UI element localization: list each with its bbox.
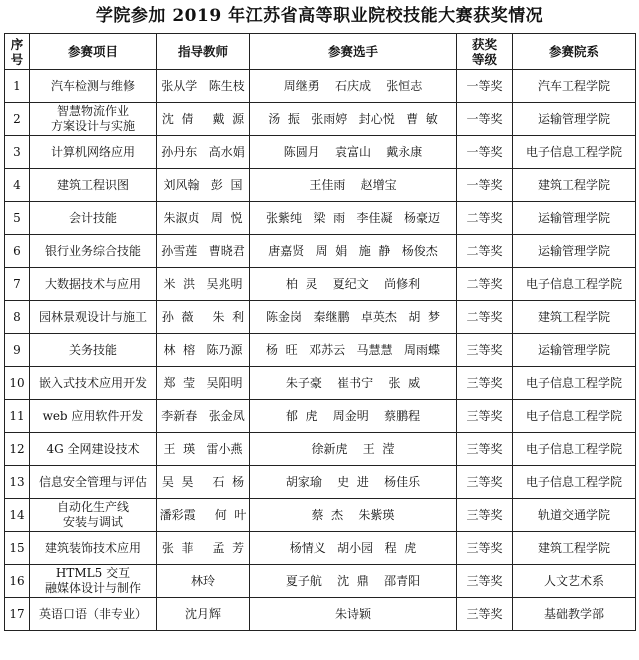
- cell-coach-line: 吴 昊 石 杨: [161, 474, 245, 489]
- cell-department: [513, 565, 636, 598]
- cell-department: [513, 202, 636, 235]
- cell-department: [513, 268, 636, 301]
- cell-award-level: [457, 169, 513, 202]
- cell-index-line: 15: [9, 540, 25, 555]
- cell-project-line: 自动化生产线: [56, 500, 129, 514]
- header-cell-award-level: 获奖 等级: [457, 34, 513, 70]
- cell-coach-line: 米 洪 吴兆明: [163, 276, 243, 291]
- cell-award-level-line: 三等奖: [466, 474, 503, 489]
- table-row: [5, 433, 636, 466]
- cell-players-line: 周继勇 石庆成 张恒志: [283, 78, 423, 93]
- cell-project-line: 建筑工程识图: [56, 177, 129, 192]
- cell-department-line: 人文艺术系: [543, 573, 604, 588]
- document-title: 学院参加 2019 年江苏省高等职业院校技能大赛获奖情况: [95, 6, 544, 26]
- cell-index: [5, 169, 30, 202]
- cell-award-level: [457, 532, 513, 565]
- cell-award-level-line: 二等奖: [466, 276, 503, 291]
- cell-department: [513, 301, 636, 334]
- cell-department-line: 电子信息工程学院: [525, 408, 622, 423]
- cell-coach-line: 林 榕 陈乃源: [163, 342, 243, 357]
- cell-project-line: 英语口语（非专业）: [38, 606, 147, 621]
- cell-coach-line: 潘彩霞 何 叶: [159, 507, 247, 522]
- table-row: [5, 202, 636, 235]
- cell-players-line: 杨情义 胡小园 程 虎: [289, 540, 417, 555]
- cell-department-line: 汽车工程学院: [537, 78, 610, 93]
- cell-award-level-line: 一等奖: [466, 144, 503, 159]
- table-header: [5, 34, 636, 70]
- cell-coach: [157, 367, 250, 400]
- cell-project: [30, 235, 157, 268]
- cell-index: [5, 466, 30, 499]
- table-row: [5, 598, 636, 631]
- cell-players-line: 王佳雨 赵增宝: [309, 177, 397, 192]
- table-row: [5, 136, 636, 169]
- cell-index: [5, 433, 30, 466]
- cell-project-line: 银行业务综合技能: [44, 243, 141, 258]
- cell-project: [30, 70, 157, 103]
- cell-department: [513, 70, 636, 103]
- cell-players-line: 唐嘉贤 周 娟 施 静 杨俊杰: [268, 243, 438, 258]
- cell-project: [30, 301, 157, 334]
- table-row: [5, 70, 636, 103]
- cell-department: [513, 169, 636, 202]
- cell-players: [250, 499, 457, 532]
- header-cell-department: 参赛院系: [513, 34, 636, 70]
- cell-department-line: 运输管理学院: [537, 342, 610, 357]
- table-row: [5, 268, 636, 301]
- cell-award-level: [457, 433, 513, 466]
- cell-award-level-line: 二等奖: [466, 243, 503, 258]
- cell-department-line: 电子信息工程学院: [525, 276, 622, 291]
- cell-project-line: 计算机网络应用: [50, 144, 135, 159]
- cell-award-level: [457, 334, 513, 367]
- cell-project-line: 会计技能: [68, 210, 117, 225]
- cell-coach: [157, 235, 250, 268]
- cell-players-line: 蔡 杰 朱紫瑛: [311, 507, 395, 522]
- cell-index-line: 16: [9, 573, 25, 588]
- table-row: [5, 400, 636, 433]
- cell-award-level-line: 一等奖: [466, 111, 503, 126]
- cell-index-line: 1: [13, 78, 21, 93]
- cell-award-level: [457, 367, 513, 400]
- cell-award-level: [457, 466, 513, 499]
- cell-index-line: 11: [9, 408, 25, 423]
- cell-department-line: 电子信息工程学院: [525, 375, 622, 390]
- cell-players: [250, 532, 457, 565]
- cell-award-level-line: 一等奖: [466, 78, 503, 93]
- cell-players-line: 汤 振 张雨婷 封心悦 曹 敏: [268, 111, 438, 126]
- cell-index: [5, 70, 30, 103]
- cell-coach: [157, 70, 250, 103]
- cell-players: [250, 202, 457, 235]
- header-row: [5, 34, 636, 70]
- table-row: [5, 235, 636, 268]
- cell-award-level: [457, 499, 513, 532]
- cell-award-level-line: 三等奖: [466, 408, 503, 423]
- cell-index: [5, 334, 30, 367]
- cell-department: [513, 598, 636, 631]
- cell-players-line: 陈圆月 袁富山 戴永康: [283, 144, 423, 159]
- cell-coach: [157, 565, 250, 598]
- cell-award-level-line: 三等奖: [466, 507, 503, 522]
- cell-coach: [157, 400, 250, 433]
- header-cell-project: 参赛项目: [30, 34, 157, 70]
- cell-project: [30, 499, 157, 532]
- cell-index: [5, 598, 30, 631]
- cell-coach: [157, 532, 250, 565]
- cell-coach: [157, 598, 250, 631]
- cell-index: [5, 202, 30, 235]
- cell-players: [250, 103, 457, 136]
- cell-department-line: 电子信息工程学院: [525, 144, 622, 159]
- cell-coach: [157, 169, 250, 202]
- cell-players: [250, 400, 457, 433]
- cell-department-line: 基础教学部: [543, 606, 604, 621]
- cell-award-level: [457, 301, 513, 334]
- header-cell-players: 参赛选手: [250, 34, 457, 70]
- cell-index-line: 7: [13, 276, 21, 291]
- cell-award-level: [457, 565, 513, 598]
- cell-department: [513, 367, 636, 400]
- cell-coach: [157, 268, 250, 301]
- cell-award-level: [457, 202, 513, 235]
- cell-department-line: 运输管理学院: [537, 111, 610, 126]
- cell-award-level-line: 三等奖: [466, 606, 503, 621]
- cell-coach-line: 李新春 张金凤: [161, 408, 245, 423]
- cell-award-level: [457, 103, 513, 136]
- cell-project: [30, 202, 157, 235]
- cell-coach: [157, 433, 250, 466]
- cell-department: [513, 466, 636, 499]
- cell-index-line: 17: [9, 606, 25, 621]
- cell-department: [513, 499, 636, 532]
- cell-index-line: 13: [9, 474, 25, 489]
- cell-coach: [157, 202, 250, 235]
- cell-players-line: 朱子豪 崔书宁 张 威: [285, 375, 421, 390]
- cell-project: [30, 532, 157, 565]
- cell-coach: [157, 136, 250, 169]
- cell-project-line: 智慧物流作业: [56, 104, 129, 118]
- cell-index-line: 3: [13, 144, 21, 159]
- cell-players: [250, 433, 457, 466]
- cell-index: [5, 367, 30, 400]
- cell-award-level-line: 一等奖: [466, 177, 503, 192]
- cell-award-level-line: 三等奖: [466, 540, 503, 555]
- cell-index-line: 6: [13, 243, 21, 258]
- cell-coach-line: 沈 倩 戴 源: [161, 111, 245, 126]
- cell-index: [5, 235, 30, 268]
- cell-award-level: [457, 268, 513, 301]
- cell-index: [5, 301, 30, 334]
- cell-players-line: 柏 灵 夏纪文 尚修利: [285, 276, 421, 291]
- table-row: [5, 103, 636, 136]
- cell-index-line: 12: [9, 441, 25, 456]
- cell-award-level-line: 二等奖: [466, 210, 503, 225]
- cell-project: [30, 367, 157, 400]
- cell-award-level-line: 三等奖: [466, 375, 503, 390]
- cell-index: [5, 400, 30, 433]
- cell-players: [250, 334, 457, 367]
- cell-players: [250, 301, 457, 334]
- cell-index-line: 10: [9, 375, 25, 390]
- cell-department-line: 建筑工程学院: [537, 177, 610, 192]
- cell-project-line: 融媒体设计与制作: [44, 581, 141, 595]
- cell-project-line: 安装与调试: [62, 515, 123, 529]
- cell-index-line: 4: [13, 177, 21, 192]
- cell-coach-line: 朱淑贞 周 悦: [163, 210, 243, 225]
- cell-project-line: 嵌入式技术应用开发: [38, 375, 147, 390]
- cell-players: [250, 466, 457, 499]
- cell-project: [30, 466, 157, 499]
- cell-award-level-line: 三等奖: [466, 342, 503, 357]
- cell-players-line: 朱诗颖: [334, 606, 371, 621]
- cell-players: [250, 367, 457, 400]
- cell-players-line: 张紫纯 梁 雨 李佳凝 杨豪迈: [266, 210, 440, 225]
- cell-index: [5, 268, 30, 301]
- cell-coach: [157, 103, 250, 136]
- cell-players: [250, 70, 457, 103]
- cell-players: [250, 565, 457, 598]
- cell-index-line: 8: [13, 309, 21, 324]
- header-cell-index: 序 号: [5, 34, 30, 70]
- cell-players-line: 徐新虎 王 滢: [311, 441, 395, 456]
- cell-project: [30, 433, 157, 466]
- cell-award-level: [457, 235, 513, 268]
- cell-index: [5, 532, 30, 565]
- cell-coach-line: 孙丹东 高水娟: [161, 144, 245, 159]
- cell-coach-line: 孙雪莲 曹晓君: [161, 243, 245, 258]
- cell-players: [250, 268, 457, 301]
- cell-department-line: 建筑工程学院: [537, 540, 610, 555]
- header-cell-coach: 指导教师: [157, 34, 250, 70]
- cell-department-line: 电子信息工程学院: [525, 441, 622, 456]
- cell-index: [5, 103, 30, 136]
- cell-coach: [157, 334, 250, 367]
- cell-project-line: 关务技能: [68, 342, 117, 357]
- table-row: [5, 532, 636, 565]
- cell-coach-line: 孙 薇 朱 利: [161, 309, 245, 324]
- cell-project-line: 园林景观设计与施工: [38, 309, 147, 324]
- table-row: [5, 499, 636, 532]
- cell-project-line: 建筑装饰技术应用: [44, 540, 141, 555]
- table-row: [5, 565, 636, 598]
- cell-players: [250, 235, 457, 268]
- cell-award-level-line: 三等奖: [466, 573, 503, 588]
- cell-award-level-line: 三等奖: [466, 441, 503, 456]
- cell-index-line: 5: [13, 210, 21, 225]
- cell-coach-line: 刘风翰 彭 国: [163, 177, 243, 192]
- cell-department: [513, 433, 636, 466]
- cell-department: [513, 400, 636, 433]
- table-body: [5, 70, 636, 631]
- cell-project-line: 汽车检测与维修: [50, 78, 135, 93]
- cell-players-line: 杨 旺 邓苏云 马慧慧 周雨蝶: [266, 342, 440, 357]
- cell-index: [5, 565, 30, 598]
- cell-award-level: [457, 70, 513, 103]
- cell-players: [250, 598, 457, 631]
- cell-project-line: 4G 全网建设技术: [46, 441, 140, 456]
- cell-department-line: 运输管理学院: [537, 243, 610, 258]
- cell-project-line: 信息安全管理与评估: [38, 474, 147, 489]
- cell-players-line: 郁 虎 周金明 蔡鹏程: [285, 408, 421, 423]
- cell-project: [30, 598, 157, 631]
- cell-index-line: 14: [9, 507, 25, 522]
- cell-coach: [157, 499, 250, 532]
- cell-coach-line: 沈月辉: [184, 606, 221, 621]
- cell-award-level: [457, 136, 513, 169]
- cell-department: [513, 334, 636, 367]
- cell-project: [30, 103, 157, 136]
- cell-project: [30, 400, 157, 433]
- cell-project: [30, 268, 157, 301]
- cell-coach: [157, 466, 250, 499]
- cell-players: [250, 169, 457, 202]
- cell-players: [250, 136, 457, 169]
- table-row: [5, 301, 636, 334]
- cell-coach-line: 张 菲 孟 芳: [161, 540, 245, 555]
- cell-project-line: web 应用软件开发: [42, 408, 144, 423]
- cell-department-line: 运输管理学院: [537, 210, 610, 225]
- cell-players-line: 夏子航 沈 鼎 邵青阳: [285, 573, 421, 588]
- cell-project: [30, 169, 157, 202]
- table-row: [5, 466, 636, 499]
- cell-award-level: [457, 598, 513, 631]
- cell-department: [513, 532, 636, 565]
- cell-project-line: 大数据技术与应用: [44, 276, 141, 291]
- table-row: [5, 367, 636, 400]
- cell-players-line: 陈金岗 秦继鹏 卓英杰 胡 梦: [266, 309, 440, 324]
- cell-department: [513, 235, 636, 268]
- award-table: [4, 33, 636, 631]
- cell-coach: [157, 301, 250, 334]
- cell-project-line: HTML5 交互: [55, 566, 131, 580]
- cell-department-line: 建筑工程学院: [537, 309, 610, 324]
- cell-index-line: 9: [13, 342, 21, 357]
- cell-players-line: 胡家瑜 史 进 杨佳乐: [285, 474, 421, 489]
- cell-department: [513, 136, 636, 169]
- cell-index: [5, 499, 30, 532]
- cell-index-line: 2: [13, 111, 21, 126]
- table-row: [5, 334, 636, 367]
- cell-department-line: 轨道交通学院: [537, 507, 610, 522]
- cell-coach-line: 张从学 陈生枝: [161, 78, 245, 93]
- table-row: [5, 169, 636, 202]
- cell-award-level-line: 二等奖: [466, 309, 503, 324]
- cell-coach-line: 林玲: [190, 573, 215, 588]
- cell-index: [5, 136, 30, 169]
- cell-award-level: [457, 400, 513, 433]
- cell-project-line: 方案设计与实施: [50, 119, 135, 133]
- cell-project: [30, 565, 157, 598]
- cell-department: [513, 103, 636, 136]
- cell-project: [30, 136, 157, 169]
- cell-project: [30, 334, 157, 367]
- cell-department-line: 电子信息工程学院: [525, 474, 622, 489]
- cell-coach-line: 王 瑛 雷小燕: [163, 441, 243, 456]
- cell-coach-line: 郑 莹 吴阳明: [163, 375, 243, 390]
